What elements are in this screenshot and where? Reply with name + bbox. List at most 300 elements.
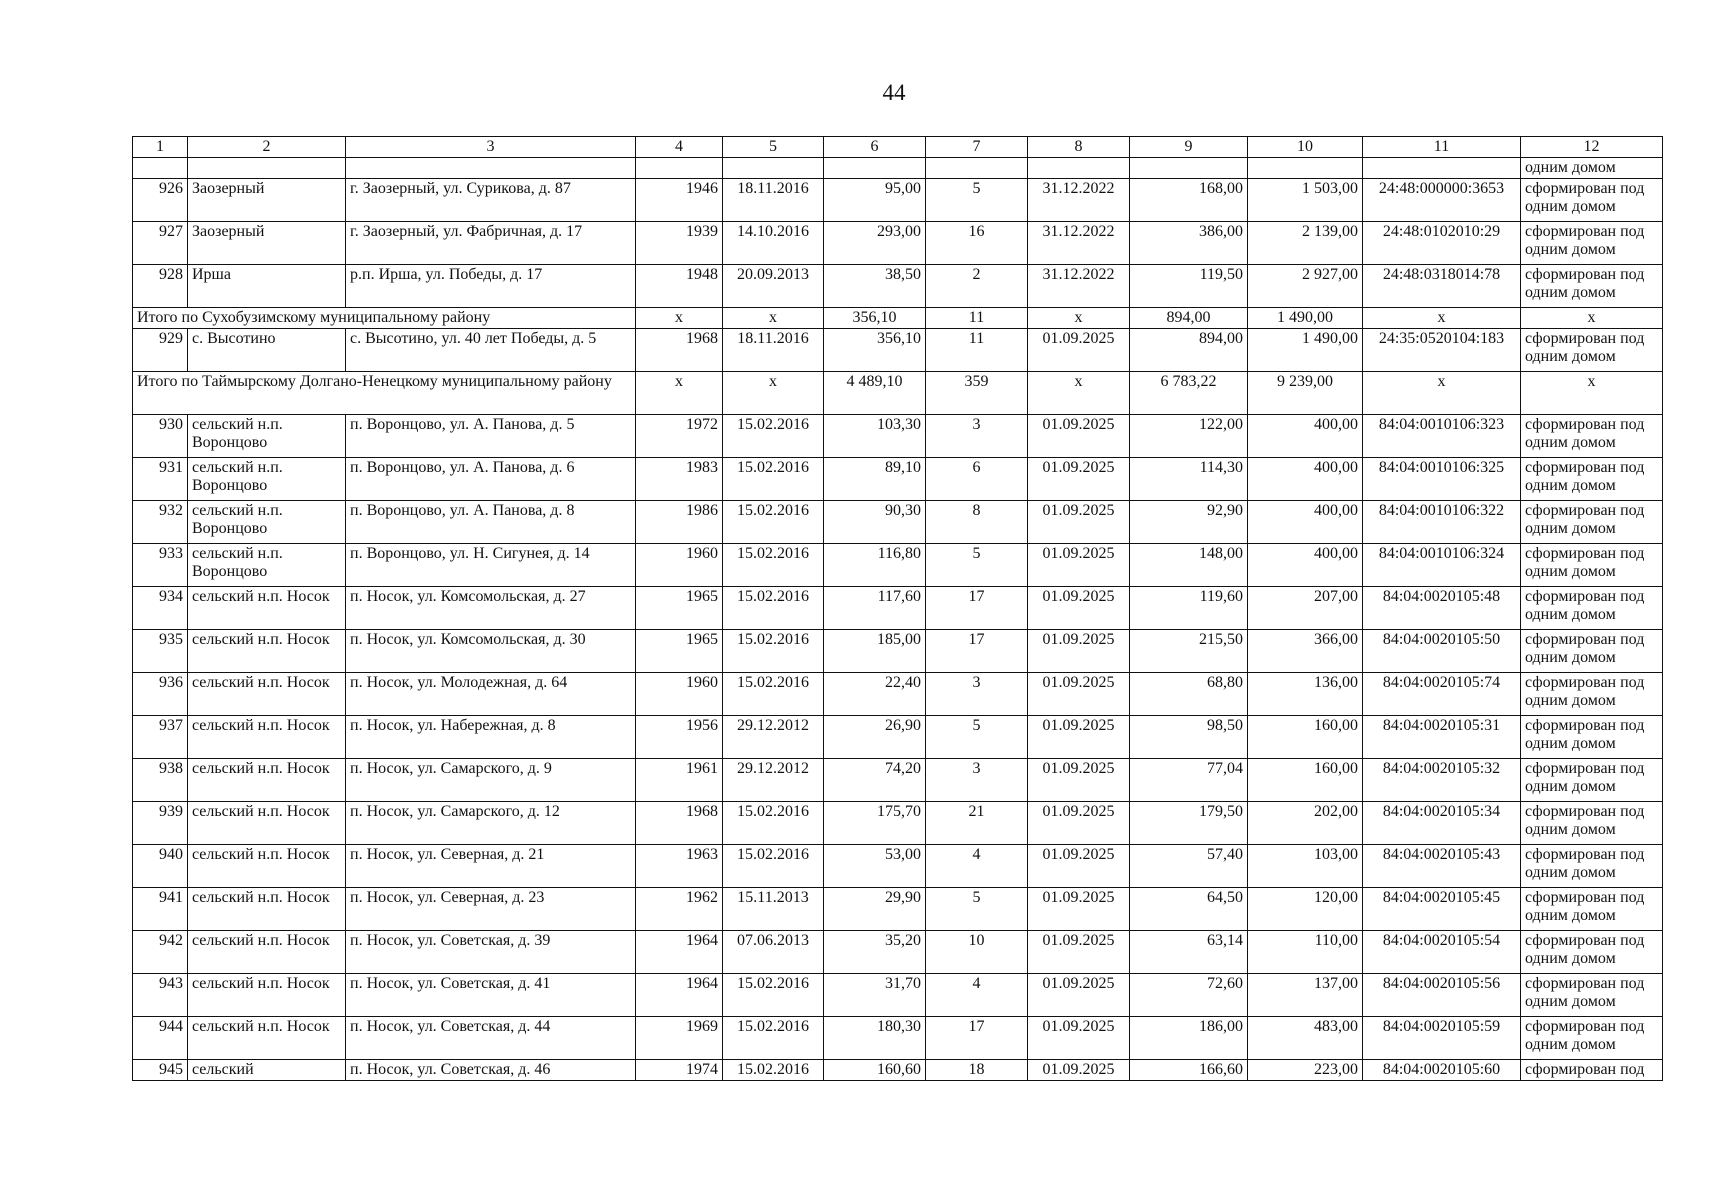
table-cell: 18.11.2016	[723, 329, 824, 372]
table-cell: сформирован под	[1521, 1060, 1663, 1081]
subtotal-cell: x	[1363, 372, 1521, 415]
table-cell: сельский н.п. Воронцово	[188, 501, 346, 544]
table-row	[133, 759, 1663, 802]
table-cell: г. Заозерный, ул. Сурикова, д. 87	[346, 179, 636, 222]
table-cell: 84:04:0020105:43	[1363, 845, 1521, 888]
table-cell: 84:04:0010106:322	[1363, 501, 1521, 544]
table-cell: 223,00	[1248, 1060, 1363, 1081]
table-row	[133, 587, 1663, 630]
table-cell: 72,60	[1130, 974, 1248, 1017]
table-cell: 1983	[636, 458, 723, 501]
table-row	[133, 673, 1663, 716]
table-cell: сформирован под одним домом	[1521, 501, 1663, 544]
table-cell: 84:04:0010106:324	[1363, 544, 1521, 587]
table-cell: сформирован под одним домом	[1521, 415, 1663, 458]
table-cell: 1 503,00	[1248, 179, 1363, 222]
subtotal-cell: x	[1028, 372, 1130, 415]
table-cell: п. Носок, ул. Советская, д. 39	[346, 931, 636, 974]
table-cell: 24:48:0318014:78	[1363, 265, 1521, 308]
table-cell: 15.02.2016	[723, 802, 824, 845]
table-cell: сельский	[188, 1060, 346, 1081]
table-cell: п. Воронцово, ул. А. Панова, д. 5	[346, 415, 636, 458]
table-cell: 926	[133, 179, 188, 222]
table-cell: 1939	[636, 222, 723, 265]
table-cell: 119,60	[1130, 587, 1248, 630]
table-cell: 1960	[636, 673, 723, 716]
table-cell: п. Носок, ул. Северная, д. 23	[346, 888, 636, 931]
table-cell: 98,50	[1130, 716, 1248, 759]
table-cell: 935	[133, 630, 188, 673]
table-cell: 386,00	[1130, 222, 1248, 265]
table-row	[133, 888, 1663, 931]
table-cell: сельский н.п. Носок	[188, 630, 346, 673]
table-cell: 01.09.2025	[1028, 415, 1130, 458]
subtotal-row	[133, 308, 1663, 329]
table-cell: сформирован под одним домом	[1521, 888, 1663, 931]
column-header-4: 4	[636, 137, 723, 158]
table-cell: сформирован под одним домом	[1521, 587, 1663, 630]
table-cell: 17	[926, 587, 1028, 630]
table-cell: 15.02.2016	[723, 845, 824, 888]
table-cell: 160,00	[1248, 759, 1363, 802]
table-cell: 15.02.2016	[723, 415, 824, 458]
table-cell: 932	[133, 501, 188, 544]
table-cell: 1964	[636, 931, 723, 974]
subtotal-cell: 1 490,00	[1248, 308, 1363, 329]
table-cell: 356,10	[824, 329, 926, 372]
table-cell: 01.09.2025	[1028, 931, 1130, 974]
table-cell: 01.09.2025	[1028, 759, 1130, 802]
table-cell: 1968	[636, 802, 723, 845]
table-cell: 1946	[636, 179, 723, 222]
table-cell: сформирован под одним домом	[1521, 179, 1663, 222]
table-cell: 89,10	[824, 458, 926, 501]
table-cell: 1962	[636, 888, 723, 931]
table-cell: 29.12.2012	[723, 716, 824, 759]
table-cell: 1974	[636, 1060, 723, 1081]
table-cell: 1965	[636, 630, 723, 673]
table-cell: 186,00	[1130, 1017, 1248, 1060]
table-cell: 1960	[636, 544, 723, 587]
table-cell: сформирован под одним домом	[1521, 1017, 1663, 1060]
table-cell: 1968	[636, 329, 723, 372]
table-cell: сформирован под одним домом	[1521, 759, 1663, 802]
table-cell	[824, 158, 926, 179]
table-cell: 927	[133, 222, 188, 265]
subtotal-label: Итого по Таймырскому Долгано-Ненецкому муниципальному району	[133, 372, 636, 415]
table-cell: 938	[133, 759, 188, 802]
table-cell: 160,00	[1248, 716, 1363, 759]
table-cell: 24:35:0520104:183	[1363, 329, 1521, 372]
table-cell: 38,50	[824, 265, 926, 308]
table-cell: 84:04:0020105:50	[1363, 630, 1521, 673]
table-cell: 2	[926, 265, 1028, 308]
table-cell: 116,80	[824, 544, 926, 587]
table-cell: 215,50	[1130, 630, 1248, 673]
table-row	[133, 630, 1663, 673]
subtotal-cell: x	[1363, 308, 1521, 329]
table-cell: п. Носок, ул. Советская, д. 44	[346, 1017, 636, 1060]
table-cell: сформирован под одним домом	[1521, 222, 1663, 265]
table-cell: 31.12.2022	[1028, 179, 1130, 222]
table-cell: 01.09.2025	[1028, 673, 1130, 716]
table-cell: 366,00	[1248, 630, 1363, 673]
table-cell: 77,04	[1130, 759, 1248, 802]
table-cell: 3	[926, 759, 1028, 802]
table-cell: 928	[133, 265, 188, 308]
table-cell: 01.09.2025	[1028, 544, 1130, 587]
table-cell: 01.09.2025	[1028, 1017, 1130, 1060]
table-cell: п. Воронцово, ул. Н. Сигунея, д. 14	[346, 544, 636, 587]
table-cell: 202,00	[1248, 802, 1363, 845]
table-cell: Ирша	[188, 265, 346, 308]
table-cell: 944	[133, 1017, 188, 1060]
table-cell: 29.12.2012	[723, 759, 824, 802]
table-cell: 8	[926, 501, 1028, 544]
table-cell: 84:04:0020105:45	[1363, 888, 1521, 931]
table-cell: 894,00	[1130, 329, 1248, 372]
table-cell	[1130, 158, 1248, 179]
table-cell	[188, 158, 346, 179]
table-row	[133, 1017, 1663, 1060]
column-header-6: 6	[824, 137, 926, 158]
table-cell: 2 927,00	[1248, 265, 1363, 308]
table-cell: 90,30	[824, 501, 926, 544]
table-cell: 10	[926, 931, 1028, 974]
table-cell: 179,50	[1130, 802, 1248, 845]
table-cell: 1956	[636, 716, 723, 759]
table-cell: 185,00	[824, 630, 926, 673]
table-cell: сформирован под одним домом	[1521, 544, 1663, 587]
table-cell: 16	[926, 222, 1028, 265]
table-cell: 84:04:0020105:60	[1363, 1060, 1521, 1081]
table-cell: 21	[926, 802, 1028, 845]
subtotal-cell: 356,10	[824, 308, 926, 329]
table-cell: 1 490,00	[1248, 329, 1363, 372]
table-cell: 84:04:0020105:34	[1363, 802, 1521, 845]
table-cell: 84:04:0020105:32	[1363, 759, 1521, 802]
table-cell: 15.02.2016	[723, 630, 824, 673]
table-cell: 26,90	[824, 716, 926, 759]
table-cell: 122,00	[1130, 415, 1248, 458]
table-cell: 207,00	[1248, 587, 1363, 630]
subtotal-cell: x	[636, 308, 723, 329]
table-cell: 1965	[636, 587, 723, 630]
table-cell	[1248, 158, 1363, 179]
table-row	[133, 501, 1663, 544]
table-cell: сельский н.п. Носок	[188, 888, 346, 931]
table-cell: п. Носок, ул. Советская, д. 41	[346, 974, 636, 1017]
table-cell: г. Заозерный, ул. Фабричная, д. 17	[346, 222, 636, 265]
table-cell: 29,90	[824, 888, 926, 931]
table-cell: 117,60	[824, 587, 926, 630]
table-cell	[1363, 158, 1521, 179]
table-cell: 1972	[636, 415, 723, 458]
table-cell: 5	[926, 888, 1028, 931]
table-cell: 3	[926, 673, 1028, 716]
table-cell: 01.09.2025	[1028, 1060, 1130, 1081]
table-cell: сельский н.п. Носок	[188, 974, 346, 1017]
table-cell: 940	[133, 845, 188, 888]
table-cell: 148,00	[1130, 544, 1248, 587]
table-cell: 136,00	[1248, 673, 1363, 716]
table-cell: 5	[926, 179, 1028, 222]
table-cell: 01.09.2025	[1028, 587, 1130, 630]
table-cell: 1964	[636, 974, 723, 1017]
table-cell: 84:04:0020105:56	[1363, 974, 1521, 1017]
table-row	[133, 1060, 1663, 1081]
table-cell: сформирован под одним домом	[1521, 265, 1663, 308]
subtotal-cell: 894,00	[1130, 308, 1248, 329]
subtotal-cell: 11	[926, 308, 1028, 329]
table-cell: сельский н.п. Носок	[188, 931, 346, 974]
table-cell: 2 139,00	[1248, 222, 1363, 265]
table-cell: 931	[133, 458, 188, 501]
table-cell: 31,70	[824, 974, 926, 1017]
table-cell: 1969	[636, 1017, 723, 1060]
table-cell: 84:04:0020105:74	[1363, 673, 1521, 716]
table-cell: 5	[926, 544, 1028, 587]
table-cell: п. Воронцово, ул. А. Панова, д. 6	[346, 458, 636, 501]
table-cell: 936	[133, 673, 188, 716]
table-cell: 160,60	[824, 1060, 926, 1081]
subtotal-cell: x	[1521, 308, 1663, 329]
table-cell: 64,50	[1130, 888, 1248, 931]
table-cell: п. Носок, ул. Самарского, д. 12	[346, 802, 636, 845]
table-cell: 31.12.2022	[1028, 265, 1130, 308]
subtotal-cell: 6 783,22	[1130, 372, 1248, 415]
table-cell: 20.09.2013	[723, 265, 824, 308]
column-header-9: 9	[1130, 137, 1248, 158]
table-cell: 15.02.2016	[723, 501, 824, 544]
table-cell: 63,14	[1130, 931, 1248, 974]
table-cell: 175,70	[824, 802, 926, 845]
table-cell: сформирован под одним домом	[1521, 802, 1663, 845]
table-row	[133, 716, 1663, 759]
table-cell: 5	[926, 716, 1028, 759]
table-cell: 930	[133, 415, 188, 458]
table-cell: 18.11.2016	[723, 179, 824, 222]
table-cell: 07.06.2013	[723, 931, 824, 974]
table-cell: сельский н.п. Носок	[188, 1017, 346, 1060]
table-cell: 4	[926, 845, 1028, 888]
subtotal-row	[133, 372, 1663, 415]
table-cell	[636, 158, 723, 179]
table-cell: 24:48:0102010:29	[1363, 222, 1521, 265]
table-cell: 53,00	[824, 845, 926, 888]
table-cell: 15.02.2016	[723, 1060, 824, 1081]
table-cell: 15.02.2016	[723, 458, 824, 501]
table-cell: 74,20	[824, 759, 926, 802]
table-cell	[723, 158, 824, 179]
table-cell: 15.02.2016	[723, 587, 824, 630]
table-cell: 18	[926, 1060, 1028, 1081]
table-cell: одним домом	[1521, 158, 1663, 179]
table-cell: 17	[926, 630, 1028, 673]
table-row	[133, 265, 1663, 308]
table-cell: п. Носок, ул. Молодежная, д. 64	[346, 673, 636, 716]
table-cell: 84:04:0020105:48	[1363, 587, 1521, 630]
continuation-row	[133, 158, 1663, 179]
subtotal-cell: 9 239,00	[1248, 372, 1363, 415]
table-cell: сформирован под одним домом	[1521, 673, 1663, 716]
table-cell: Заозерный	[188, 222, 346, 265]
table-cell: 01.09.2025	[1028, 329, 1130, 372]
table-cell: 15.02.2016	[723, 544, 824, 587]
table-cell: 293,00	[824, 222, 926, 265]
table-cell: сельский н.п. Носок	[188, 716, 346, 759]
table-cell: 933	[133, 544, 188, 587]
column-header-1: 1	[133, 137, 188, 158]
table-cell: 14.10.2016	[723, 222, 824, 265]
table-cell: 137,00	[1248, 974, 1363, 1017]
table-cell: 120,00	[1248, 888, 1363, 931]
column-header-7: 7	[926, 137, 1028, 158]
table-cell: 84:04:0010106:325	[1363, 458, 1521, 501]
table-cell: п. Носок, ул. Комсомольская, д. 27	[346, 587, 636, 630]
table-cell: 01.09.2025	[1028, 501, 1130, 544]
table-cell: п. Воронцово, ул. А. Панова, д. 8	[346, 501, 636, 544]
subtotal-cell: x	[723, 372, 824, 415]
column-header-8: 8	[1028, 137, 1130, 158]
table-row	[133, 802, 1663, 845]
column-header-5: 5	[723, 137, 824, 158]
subtotal-cell: x	[636, 372, 723, 415]
table-cell: сформирован под одним домом	[1521, 458, 1663, 501]
table-cell: 17	[926, 1017, 1028, 1060]
table-cell: сформирован под одним домом	[1521, 845, 1663, 888]
table-cell: п. Носок, ул. Комсомольская, д. 30	[346, 630, 636, 673]
table-cell: 400,00	[1248, 501, 1363, 544]
column-header-10: 10	[1248, 137, 1363, 158]
table-cell: с. Высотино	[188, 329, 346, 372]
table-cell: 934	[133, 587, 188, 630]
table-cell: Заозерный	[188, 179, 346, 222]
table-cell: 942	[133, 931, 188, 974]
table-cell: 15.02.2016	[723, 673, 824, 716]
table-cell: 57,40	[1130, 845, 1248, 888]
table-row	[133, 329, 1663, 372]
table-row	[133, 974, 1663, 1017]
table-cell: 943	[133, 974, 188, 1017]
table-cell: р.п. Ирша, ул. Победы, д. 17	[346, 265, 636, 308]
table-cell: 6	[926, 458, 1028, 501]
table-cell: 35,20	[824, 931, 926, 974]
table-cell	[1028, 158, 1130, 179]
table-cell: 1986	[636, 501, 723, 544]
table-cell	[133, 158, 188, 179]
table-cell: 01.09.2025	[1028, 802, 1130, 845]
table-cell: 937	[133, 716, 188, 759]
table-cell: сформирован под одним домом	[1521, 329, 1663, 372]
table-cell: 84:04:0020105:59	[1363, 1017, 1521, 1060]
subtotal-label: Итого по Сухобузимскому муниципальному району	[133, 308, 636, 329]
table-cell: сформирован под одним домом	[1521, 716, 1663, 759]
page-number: 44	[882, 80, 906, 105]
column-header-3: 3	[346, 137, 636, 158]
table-row	[133, 931, 1663, 974]
table-cell	[346, 158, 636, 179]
table-cell: 01.09.2025	[1028, 630, 1130, 673]
column-header-11: 11	[1363, 137, 1521, 158]
table-cell: сельский н.п. Носок	[188, 802, 346, 845]
table-cell: с. Высотино, ул. 40 лет Победы, д. 5	[346, 329, 636, 372]
table-cell: 01.09.2025	[1028, 458, 1130, 501]
table-row	[133, 415, 1663, 458]
table-cell: сельский н.п. Носок	[188, 759, 346, 802]
table-cell: 941	[133, 888, 188, 931]
table-cell: 114,30	[1130, 458, 1248, 501]
table-cell: 166,60	[1130, 1060, 1248, 1081]
table-cell: сельский н.п. Воронцово	[188, 415, 346, 458]
table-row	[133, 222, 1663, 265]
table-cell: 95,00	[824, 179, 926, 222]
table-cell: 22,40	[824, 673, 926, 716]
table-cell: 168,00	[1130, 179, 1248, 222]
table-cell: сельский н.п. Воронцово	[188, 458, 346, 501]
table-cell: 3	[926, 415, 1028, 458]
table-cell: 92,90	[1130, 501, 1248, 544]
table-cell: 01.09.2025	[1028, 974, 1130, 1017]
table-cell: сельский н.п. Воронцово	[188, 544, 346, 587]
table-cell: 15.02.2016	[723, 1017, 824, 1060]
table-cell: п. Носок, ул. Северная, д. 21	[346, 845, 636, 888]
table-cell: 31.12.2022	[1028, 222, 1130, 265]
table-cell: 400,00	[1248, 458, 1363, 501]
table-cell: 119,50	[1130, 265, 1248, 308]
table-cell: 483,00	[1248, 1017, 1363, 1060]
table-cell: сельский н.п. Носок	[188, 845, 346, 888]
header-row	[133, 137, 1663, 158]
subtotal-cell: x	[1028, 308, 1130, 329]
column-header-2: 2	[188, 137, 346, 158]
table-cell: 103,00	[1248, 845, 1363, 888]
table-cell: п. Носок, ул. Самарского, д. 9	[346, 759, 636, 802]
table-cell: 01.09.2025	[1028, 845, 1130, 888]
subtotal-cell: 4 489,10	[824, 372, 926, 415]
table-cell: 84:04:0010106:323	[1363, 415, 1521, 458]
subtotal-cell: x	[723, 308, 824, 329]
table-cell: 15.11.2013	[723, 888, 824, 931]
table-cell: 400,00	[1248, 544, 1363, 587]
table-cell: 1963	[636, 845, 723, 888]
table-cell: сформирован под одним домом	[1521, 974, 1663, 1017]
table-cell: 84:04:0020105:31	[1363, 716, 1521, 759]
table-cell: 01.09.2025	[1028, 888, 1130, 931]
table-cell: 400,00	[1248, 415, 1363, 458]
table-cell: сельский н.п. Носок	[188, 587, 346, 630]
table-cell: 15.02.2016	[723, 974, 824, 1017]
subtotal-cell: 359	[926, 372, 1028, 415]
table-cell: п. Носок, ул. Набережная, д. 8	[346, 716, 636, 759]
column-header-12: 12	[1521, 137, 1663, 158]
table-cell: 01.09.2025	[1028, 716, 1130, 759]
table-row	[133, 458, 1663, 501]
table-cell: 1948	[636, 265, 723, 308]
table-row	[133, 544, 1663, 587]
table-cell: 4	[926, 974, 1028, 1017]
table-cell: 110,00	[1248, 931, 1363, 974]
table-cell: 939	[133, 802, 188, 845]
table-cell: 11	[926, 329, 1028, 372]
table-cell: 945	[133, 1060, 188, 1081]
table-cell: 68,80	[1130, 673, 1248, 716]
table-cell: 180,30	[824, 1017, 926, 1060]
table-cell: 103,30	[824, 415, 926, 458]
table-cell: п. Носок, ул. Советская, д. 46	[346, 1060, 636, 1081]
table-cell: сформирован под одним домом	[1521, 931, 1663, 974]
table-cell: 929	[133, 329, 188, 372]
